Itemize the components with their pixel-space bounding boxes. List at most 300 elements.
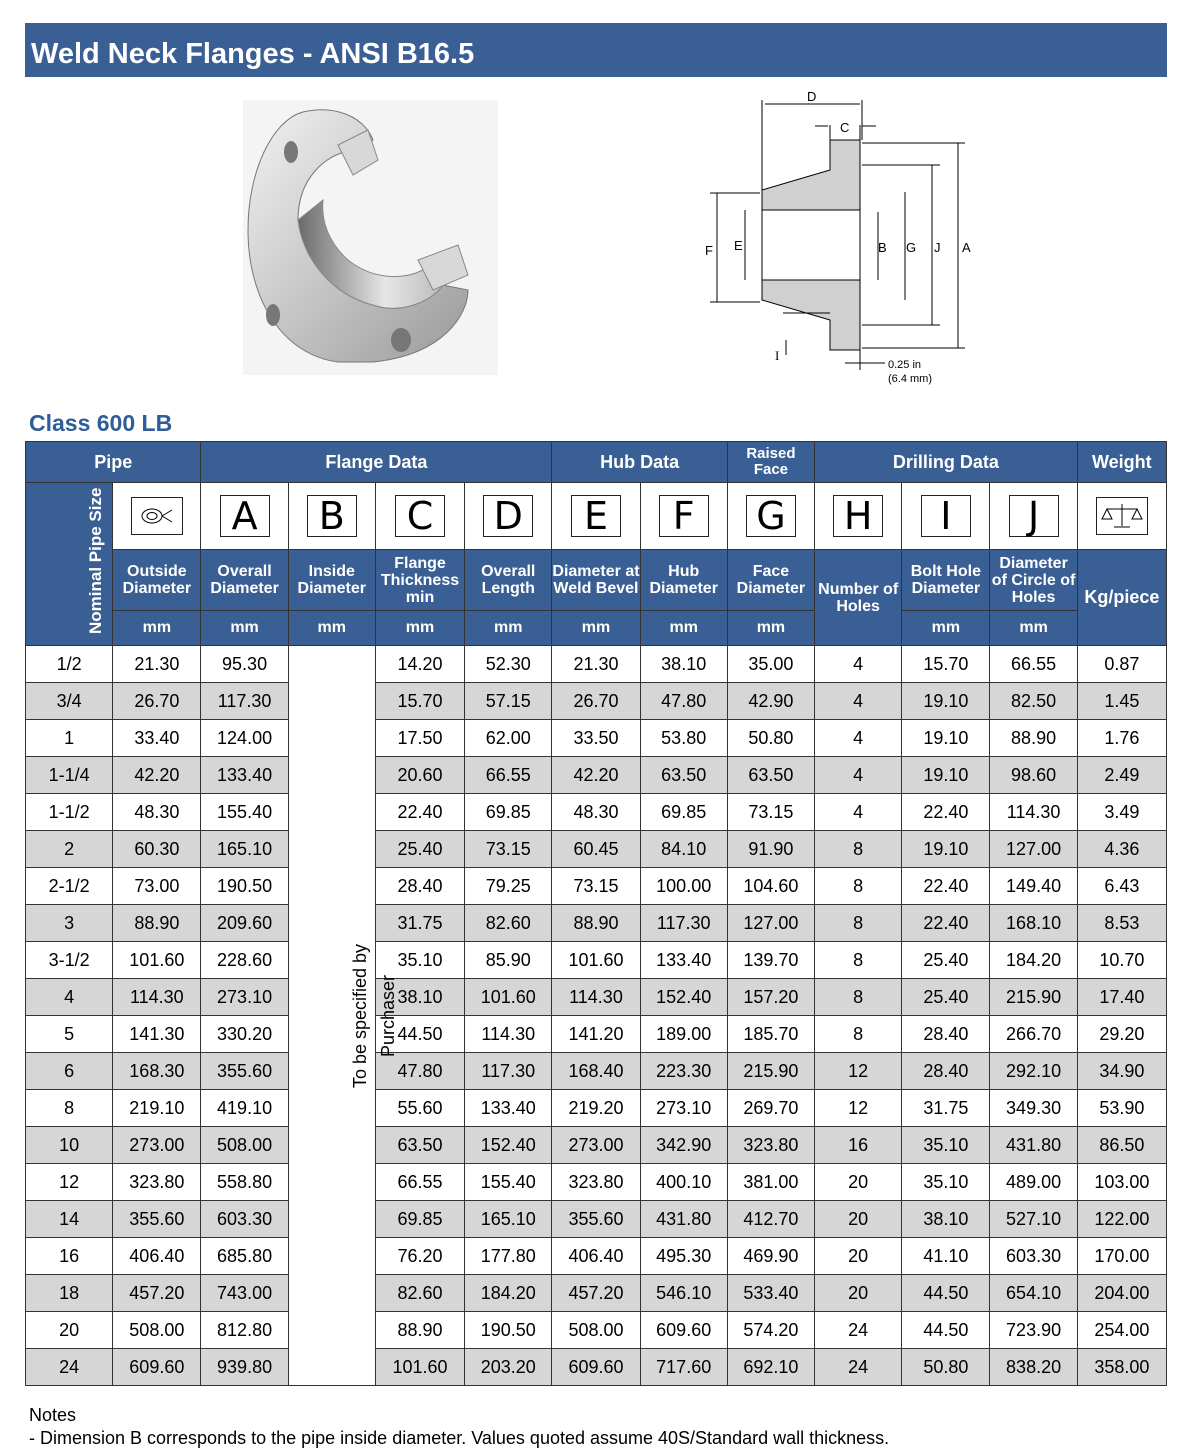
cell-a: 508.00 <box>201 1127 288 1164</box>
cell-c: 44.50 <box>375 1016 464 1053</box>
cell-nps: 3-1/2 <box>26 942 113 979</box>
cell-a: 685.80 <box>201 1238 288 1275</box>
cell-f: 431.80 <box>640 1201 727 1238</box>
cell-j: 654.10 <box>990 1275 1077 1312</box>
unit-e: mm <box>552 611 640 646</box>
table-row <box>26 942 1167 979</box>
group-header-flange: Flange Data <box>201 442 552 483</box>
cell-i: 28.40 <box>902 1053 990 1090</box>
cell-od: 88.90 <box>113 905 201 942</box>
cell-d: 69.85 <box>465 794 552 831</box>
cell-h: 4 <box>815 646 902 683</box>
cell-d: 52.30 <box>465 646 552 683</box>
table-row <box>26 1090 1167 1127</box>
group-header-drilling: Drilling Data <box>815 442 1078 483</box>
cell-d: 133.40 <box>465 1090 552 1127</box>
cell-d: 155.40 <box>465 1164 552 1201</box>
cell-a: 133.40 <box>201 757 288 794</box>
cell-e: 21.30 <box>552 646 640 683</box>
cell-h: 16 <box>815 1127 902 1164</box>
diagram-dimension-mm: (6.4 mm) <box>888 373 932 385</box>
cell-d: 152.40 <box>465 1127 552 1164</box>
group-header-pipe: Pipe <box>26 442 201 483</box>
cell-w: 4.36 <box>1077 831 1166 868</box>
cell-c: 66.55 <box>375 1164 464 1201</box>
cell-c: 82.60 <box>375 1275 464 1312</box>
cell-d: 190.50 <box>465 1312 552 1349</box>
table-row <box>26 646 1167 683</box>
cell-e: 508.00 <box>552 1312 640 1349</box>
cell-j: 431.80 <box>990 1127 1077 1164</box>
col-hub-diameter: Hub Diameter <box>640 550 727 611</box>
cell-i: 19.10 <box>902 720 990 757</box>
cell-a: 124.00 <box>201 720 288 757</box>
cell-j: 266.70 <box>990 1016 1077 1053</box>
cell-c: 25.40 <box>375 831 464 868</box>
cell-e: 406.40 <box>552 1238 640 1275</box>
cell-nps: 3 <box>26 905 113 942</box>
dimension-table <box>25 441 1167 1386</box>
cell-e: 355.60 <box>552 1201 640 1238</box>
cell-h: 8 <box>815 942 902 979</box>
cell-nps: 20 <box>26 1312 113 1349</box>
cell-i: 35.10 <box>902 1127 990 1164</box>
pipe-icon-cell <box>113 483 201 550</box>
letter-b: B <box>288 483 375 550</box>
cell-d: 82.60 <box>465 905 552 942</box>
diagram-label-g: G <box>906 240 917 255</box>
cell-j: 838.20 <box>990 1349 1077 1386</box>
cell-g: 157.20 <box>727 979 814 1016</box>
cell-od: 406.40 <box>113 1238 201 1275</box>
cell-w: 10.70 <box>1077 942 1166 979</box>
cell-g: 381.00 <box>727 1164 814 1201</box>
unit-od: mm <box>113 611 201 646</box>
cell-c: 88.90 <box>375 1312 464 1349</box>
cell-h: 24 <box>815 1349 902 1386</box>
cell-c: 17.50 <box>375 720 464 757</box>
cell-w: 358.00 <box>1077 1349 1166 1386</box>
cell-i: 22.40 <box>902 868 990 905</box>
cell-nps: 3/4 <box>26 683 113 720</box>
letter-f: F <box>640 483 727 550</box>
cell-j: 215.90 <box>990 979 1077 1016</box>
cell-c: 38.10 <box>375 979 464 1016</box>
cell-w: 204.00 <box>1077 1275 1166 1312</box>
cell-e: 48.30 <box>552 794 640 831</box>
class-title: Class 600 LB <box>29 410 173 436</box>
cell-d: 79.25 <box>465 868 552 905</box>
cell-a: 155.40 <box>201 794 288 831</box>
cell-h: 20 <box>815 1201 902 1238</box>
cell-e: 26.70 <box>552 683 640 720</box>
cell-od: 273.00 <box>113 1127 201 1164</box>
cell-d: 62.00 <box>465 720 552 757</box>
cell-d: 85.90 <box>465 942 552 979</box>
cell-e: 60.45 <box>552 831 640 868</box>
cell-j: 88.90 <box>990 720 1077 757</box>
cell-f: 609.60 <box>640 1312 727 1349</box>
cell-j: 723.90 <box>990 1312 1077 1349</box>
cell-nps: 5 <box>26 1016 113 1053</box>
cell-h: 4 <box>815 720 902 757</box>
cell-h: 20 <box>815 1238 902 1275</box>
cell-od: 141.30 <box>113 1016 201 1053</box>
nominal-pipe-size-header <box>26 483 113 646</box>
cell-a: 273.10 <box>201 979 288 1016</box>
cell-nps: 10 <box>26 1127 113 1164</box>
flange-illustration <box>243 100 498 375</box>
cell-nps: 2-1/2 <box>26 868 113 905</box>
cell-w: 86.50 <box>1077 1127 1166 1164</box>
page-title: Weld Neck Flanges - ANSI B16.5 <box>25 23 1167 77</box>
cell-a: 355.60 <box>201 1053 288 1090</box>
cell-h: 4 <box>815 683 902 720</box>
table-row <box>26 905 1167 942</box>
cell-a: 95.30 <box>201 646 288 683</box>
cell-e: 73.15 <box>552 868 640 905</box>
col-flange-thickness: Flange Thickness min <box>375 550 464 611</box>
table-row <box>26 1238 1167 1275</box>
cell-i: 25.40 <box>902 979 990 1016</box>
cell-w: 17.40 <box>1077 979 1166 1016</box>
cell-g: 412.70 <box>727 1201 814 1238</box>
cell-h: 8 <box>815 979 902 1016</box>
cell-f: 152.40 <box>640 979 727 1016</box>
purchaser-note: To be specified by Purchaser <box>349 943 398 1088</box>
cell-nps: 4 <box>26 979 113 1016</box>
cell-w: 103.00 <box>1077 1164 1166 1201</box>
cell-a: 603.30 <box>201 1201 288 1238</box>
table-row <box>26 1127 1167 1164</box>
cell-a: 939.80 <box>201 1349 288 1386</box>
cell-h: 8 <box>815 868 902 905</box>
cell-a: 812.80 <box>201 1312 288 1349</box>
cell-nps: 1-1/4 <box>26 757 113 794</box>
cell-f: 273.10 <box>640 1090 727 1127</box>
cell-i: 28.40 <box>902 1016 990 1053</box>
purchaser-note-cell <box>288 646 398 1386</box>
cell-g: 104.60 <box>727 868 814 905</box>
cell-c: 20.60 <box>375 757 464 794</box>
cell-i: 19.10 <box>902 683 990 720</box>
cell-j: 489.00 <box>990 1164 1077 1201</box>
cell-j: 149.40 <box>990 868 1077 905</box>
cell-f: 189.00 <box>640 1016 727 1053</box>
cell-d: 165.10 <box>465 1201 552 1238</box>
cell-c: 28.40 <box>375 868 464 905</box>
cell-w: 8.53 <box>1077 905 1166 942</box>
pipe-icon <box>131 497 183 535</box>
cell-e: 141.20 <box>552 1016 640 1053</box>
cell-od: 21.30 <box>113 646 201 683</box>
cell-w: 34.90 <box>1077 1053 1166 1090</box>
cell-a: 165.10 <box>201 831 288 868</box>
cell-f: 223.30 <box>640 1053 727 1090</box>
cell-e: 323.80 <box>552 1164 640 1201</box>
cell-i: 50.80 <box>902 1349 990 1386</box>
diagram-label-i: I <box>775 348 780 363</box>
cell-i: 44.50 <box>902 1312 990 1349</box>
letter-c: C <box>375 483 464 550</box>
cell-c: 101.60 <box>375 1349 464 1386</box>
table-row <box>26 794 1167 831</box>
cell-h: 8 <box>815 1016 902 1053</box>
cell-nps: 8 <box>26 1090 113 1127</box>
col-overall-length: Overall Length <box>465 550 552 611</box>
cell-od: 42.20 <box>113 757 201 794</box>
diagram-dimension-in: 0.25 in <box>888 359 922 371</box>
cell-f: 133.40 <box>640 942 727 979</box>
cell-d: 203.20 <box>465 1349 552 1386</box>
cell-i: 31.75 <box>902 1090 990 1127</box>
cell-i: 44.50 <box>902 1275 990 1312</box>
table-row <box>26 831 1167 868</box>
diagram-label-c: C <box>840 120 850 135</box>
letter-j: J <box>990 483 1077 550</box>
cell-od: 26.70 <box>113 683 201 720</box>
cell-w: 2.49 <box>1077 757 1166 794</box>
cell-e: 273.00 <box>552 1127 640 1164</box>
cell-f: 100.00 <box>640 868 727 905</box>
cell-g: 127.00 <box>727 905 814 942</box>
table-row <box>26 1164 1167 1201</box>
cell-f: 342.90 <box>640 1127 727 1164</box>
col-bolt-hole-diameter: Bolt Hole Diameter <box>902 550 990 611</box>
cell-c: 35.10 <box>375 942 464 979</box>
col-overall-diameter: Overall Diameter <box>201 550 288 611</box>
cell-e: 33.50 <box>552 720 640 757</box>
letter-e: E <box>552 483 640 550</box>
cell-a: 743.00 <box>201 1275 288 1312</box>
scale-icon-cell <box>1077 483 1166 550</box>
cell-od: 219.10 <box>113 1090 201 1127</box>
cell-g: 35.00 <box>727 646 814 683</box>
cell-f: 47.80 <box>640 683 727 720</box>
cell-w: 53.90 <box>1077 1090 1166 1127</box>
cell-i: 22.40 <box>902 794 990 831</box>
cell-f: 717.60 <box>640 1349 727 1386</box>
unit-d: mm <box>465 611 552 646</box>
cell-g: 42.90 <box>727 683 814 720</box>
cell-w: 122.00 <box>1077 1201 1166 1238</box>
cell-e: 42.20 <box>552 757 640 794</box>
cell-a: 558.80 <box>201 1164 288 1201</box>
unit-i: mm <box>902 611 990 646</box>
cell-od: 355.60 <box>113 1201 201 1238</box>
cell-w: 3.49 <box>1077 794 1166 831</box>
cell-a: 228.60 <box>201 942 288 979</box>
diagram-label-j: J <box>934 240 941 255</box>
table-row <box>26 720 1167 757</box>
col-outside-diameter: Outside Diameter <box>113 550 201 611</box>
cell-j: 527.10 <box>990 1201 1077 1238</box>
cell-d: 184.20 <box>465 1275 552 1312</box>
cell-od: 114.30 <box>113 979 201 1016</box>
diagram-label-b: B <box>878 240 887 255</box>
col-face-diameter: Face Diameter <box>727 550 814 611</box>
cell-w: 29.20 <box>1077 1016 1166 1053</box>
table-row <box>26 868 1167 905</box>
cell-od: 48.30 <box>113 794 201 831</box>
cell-nps: 1 <box>26 720 113 757</box>
cell-h: 4 <box>815 757 902 794</box>
cell-i: 25.40 <box>902 942 990 979</box>
cell-nps: 6 <box>26 1053 113 1090</box>
cell-od: 101.60 <box>113 942 201 979</box>
cell-g: 50.80 <box>727 720 814 757</box>
cell-nps: 1/2 <box>26 646 113 683</box>
unit-f: mm <box>640 611 727 646</box>
letter-d: D <box>465 483 552 550</box>
cell-j: 114.30 <box>990 794 1077 831</box>
cell-c: 47.80 <box>375 1053 464 1090</box>
cell-w: 170.00 <box>1077 1238 1166 1275</box>
cell-g: 215.90 <box>727 1053 814 1090</box>
cell-c: 63.50 <box>375 1127 464 1164</box>
cell-w: 6.43 <box>1077 868 1166 905</box>
nominal-pipe-size-label: Nominal Pipe Size <box>86 487 105 634</box>
cell-g: 269.70 <box>727 1090 814 1127</box>
notes <box>29 1404 889 1450</box>
cell-f: 69.85 <box>640 794 727 831</box>
table-row <box>26 1053 1167 1090</box>
cell-od: 508.00 <box>113 1312 201 1349</box>
cell-nps: 16 <box>26 1238 113 1275</box>
table-row <box>26 757 1167 794</box>
group-header-weight: Weight <box>1077 442 1166 483</box>
cell-nps: 12 <box>26 1164 113 1201</box>
cell-e: 168.40 <box>552 1053 640 1090</box>
cell-e: 101.60 <box>552 942 640 979</box>
cell-e: 609.60 <box>552 1349 640 1386</box>
cell-g: 533.40 <box>727 1275 814 1312</box>
cell-j: 127.00 <box>990 831 1077 868</box>
cell-c: 76.20 <box>375 1238 464 1275</box>
unit-j: mm <box>990 611 1077 646</box>
cell-f: 84.10 <box>640 831 727 868</box>
cell-w: 1.76 <box>1077 720 1166 757</box>
cell-h: 20 <box>815 1164 902 1201</box>
unit-b: mm <box>288 611 375 646</box>
group-header-raised-face: Raised Face <box>727 442 814 483</box>
col-diameter-weld-bevel: Diameter at Weld Bevel <box>552 550 640 611</box>
cell-a: 190.50 <box>201 868 288 905</box>
cell-h: 24 <box>815 1312 902 1349</box>
col-inside-diameter: Inside Diameter <box>288 550 375 611</box>
cell-i: 22.40 <box>902 905 990 942</box>
col-weight: Kg/piece <box>1077 550 1166 646</box>
cell-g: 185.70 <box>727 1016 814 1053</box>
table-row <box>26 1312 1167 1349</box>
cell-f: 63.50 <box>640 757 727 794</box>
cell-g: 469.90 <box>727 1238 814 1275</box>
table-body <box>26 646 1167 1386</box>
cell-a: 209.60 <box>201 905 288 942</box>
cell-e: 88.90 <box>552 905 640 942</box>
cell-f: 546.10 <box>640 1275 727 1312</box>
cell-c: 15.70 <box>375 683 464 720</box>
cell-d: 114.30 <box>465 1016 552 1053</box>
cell-c: 55.60 <box>375 1090 464 1127</box>
cell-h: 8 <box>815 831 902 868</box>
cell-od: 457.20 <box>113 1275 201 1312</box>
table-row <box>26 979 1167 1016</box>
cell-g: 574.20 <box>727 1312 814 1349</box>
letter-a: A <box>201 483 288 550</box>
cell-od: 33.40 <box>113 720 201 757</box>
cell-w: 254.00 <box>1077 1312 1166 1349</box>
col-number-of-holes: Number of Holes <box>815 550 902 646</box>
cell-f: 117.30 <box>640 905 727 942</box>
cell-f: 38.10 <box>640 646 727 683</box>
unit-g: mm <box>727 611 814 646</box>
table-row <box>26 1275 1167 1312</box>
cell-h: 4 <box>815 794 902 831</box>
cell-nps: 1-1/2 <box>26 794 113 831</box>
col-circle-of-holes: Diameter of Circle of Holes <box>990 550 1077 611</box>
cell-c: 69.85 <box>375 1201 464 1238</box>
cell-f: 53.80 <box>640 720 727 757</box>
cell-e: 219.20 <box>552 1090 640 1127</box>
cell-h: 8 <box>815 905 902 942</box>
cell-nps: 24 <box>26 1349 113 1386</box>
cell-d: 57.15 <box>465 683 552 720</box>
cell-j: 603.30 <box>990 1238 1077 1275</box>
cell-j: 66.55 <box>990 646 1077 683</box>
cell-g: 73.15 <box>727 794 814 831</box>
letter-g: G <box>727 483 814 550</box>
cell-nps: 18 <box>26 1275 113 1312</box>
cell-i: 15.70 <box>902 646 990 683</box>
cell-nps: 2 <box>26 831 113 868</box>
cell-d: 177.80 <box>465 1238 552 1275</box>
cell-w: 1.45 <box>1077 683 1166 720</box>
cell-od: 168.30 <box>113 1053 201 1090</box>
cell-i: 19.10 <box>902 831 990 868</box>
cell-d: 73.15 <box>465 831 552 868</box>
cell-h: 20 <box>815 1275 902 1312</box>
cell-w: 0.87 <box>1077 646 1166 683</box>
cell-od: 323.80 <box>113 1164 201 1201</box>
cell-i: 19.10 <box>902 757 990 794</box>
table-row <box>26 683 1167 720</box>
cell-a: 117.30 <box>201 683 288 720</box>
scale-icon <box>1096 497 1148 535</box>
cell-g: 323.80 <box>727 1127 814 1164</box>
cell-a: 419.10 <box>201 1090 288 1127</box>
cell-od: 73.00 <box>113 868 201 905</box>
table-row <box>26 1349 1167 1386</box>
diagram-label-e: E <box>734 238 743 253</box>
cell-f: 495.30 <box>640 1238 727 1275</box>
diagram-label-d: D <box>807 89 817 104</box>
cell-j: 168.10 <box>990 905 1077 942</box>
cell-i: 38.10 <box>902 1201 990 1238</box>
flange-dimension-diagram <box>700 85 1000 390</box>
cell-d: 66.55 <box>465 757 552 794</box>
cell-a: 330.20 <box>201 1016 288 1053</box>
cell-c: 31.75 <box>375 905 464 942</box>
cell-g: 692.10 <box>727 1349 814 1386</box>
cell-i: 41.10 <box>902 1238 990 1275</box>
notes-heading: Notes <box>29 1405 77 1425</box>
cell-h: 12 <box>815 1053 902 1090</box>
unit-a: mm <box>201 611 288 646</box>
cell-od: 609.60 <box>113 1349 201 1386</box>
diagram-label-a: A <box>962 240 971 255</box>
cell-d: 101.60 <box>465 979 552 1016</box>
